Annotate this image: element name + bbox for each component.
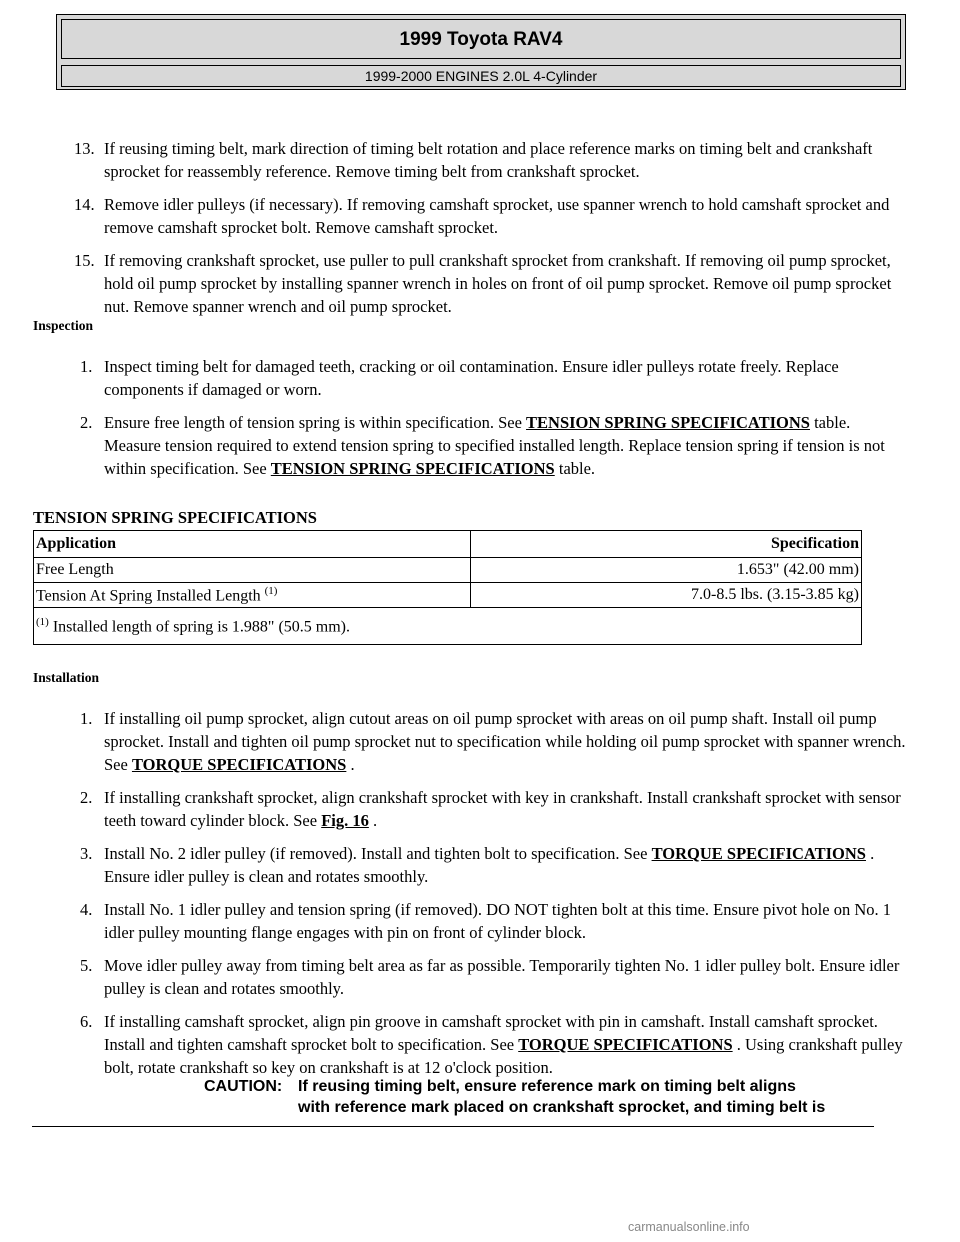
tension-spring-specs-link[interactable]: TENSION SPRING SPECIFICATIONS <box>526 413 810 432</box>
step-text: If installing crankshaft sprocket, align crankshaft sprocket with key in crankshaft. Install crankshaft sprocket with sensor teeth toward cylinder block. See <box>104 788 901 830</box>
step-number: 15. <box>74 251 95 270</box>
step-text: Inspect timing belt for damaged teeth, cracking or oil contamination. Ensure idler pulleys rotate freely. Replace components if damaged or worn. <box>104 357 839 399</box>
list-item <box>80 411 910 480</box>
divider <box>32 1126 874 1127</box>
table-cell: 7.0-8.5 lbs. (3.15-3.85 kg) <box>471 583 862 608</box>
step-number: 4. <box>80 900 93 919</box>
header-title: 1999 Toyota RAV4 <box>61 19 901 59</box>
column-header-specification: Specification <box>471 531 862 558</box>
caution-note <box>204 1076 825 1118</box>
application-text: Free Length <box>36 561 114 578</box>
step-text: Move idler pulley away from timing belt area as far as possible. Temporarily tighten No. 1 idler pulley bolt. Ensure idler pulley is clean and rotates smoothly. <box>104 956 900 998</box>
torque-specs-link[interactable]: TORQUE SPECIFICATIONS <box>131 755 347 774</box>
list-item <box>74 193 904 239</box>
fig-16-link[interactable]: Fig. 16 <box>321 811 369 830</box>
caution-label: CAUTION: <box>204 1078 283 1095</box>
table-footnote-row <box>34 608 862 645</box>
footnote-mark: (1) <box>36 615 49 628</box>
tension-spring-specs-link[interactable]: TENSION SPRING SPECIFICATIONS <box>270 459 555 478</box>
table-row <box>34 583 862 608</box>
installation-heading: Installation <box>33 670 100 685</box>
step-number: 14. <box>74 195 95 214</box>
inspection-steps-list <box>80 355 910 490</box>
table-cell <box>34 558 471 583</box>
caution-text: with reference mark placed on crankshaft sprocket, and timing belt is <box>298 1099 826 1116</box>
table-cell: 1.653" (42.00 mm) <box>471 558 862 583</box>
step-text: . Using crankshaft pulley bolt, rotate crankshaft so key on crankshaft is at 12 o'clock position. <box>104 1035 903 1077</box>
step-text: If installing camshaft sprocket, align pin groove in camshaft sprocket with pin in camshaft. Install camshaft sprocket. Install and tighten camshaft sprocket bolt to specification. See <box>104 1012 878 1054</box>
step-number: 1. <box>80 357 93 376</box>
step-text: . <box>346 755 355 774</box>
list-item <box>80 842 910 888</box>
torque-specs-link[interactable]: TORQUE SPECIFICATIONS <box>651 844 866 863</box>
inspection-heading: Inspection <box>33 318 94 333</box>
step-number: 3. <box>80 844 93 863</box>
header-subtitle: 1999-2000 ENGINES 2.0L 4-Cylinder <box>61 65 901 87</box>
step-text: Remove idler pulleys (if necessary). If removing camshaft sprocket, use spanner wrench to hold camshaft sprocket and remove camshaft sprocket bolt. Remove camshaft sprocket. <box>104 195 890 237</box>
footnote-reference: (1) <box>264 584 278 597</box>
step-text: Ensure free length of tension spring is within specification. See <box>104 413 527 432</box>
table-row <box>34 558 862 583</box>
installation-steps-list <box>80 707 910 1089</box>
list-item <box>74 249 904 318</box>
step-number: 2. <box>80 413 93 432</box>
watermark: carmanualsonline.info <box>628 1220 750 1234</box>
step-text: table. Measure tension required to extend tension spring to specified installed length. Replace tension spring if tension is not within specification. See <box>104 413 885 478</box>
torque-specs-link[interactable]: TORQUE SPECIFICATIONS <box>518 1035 733 1054</box>
step-number: 1. <box>80 709 93 728</box>
column-header-application: Application <box>34 531 471 558</box>
step-text: Install No. 1 idler pulley and tension spring (if removed). DO NOT tighten bolt at this time. Ensure pivot hole on No. 1 idler pulley mounting flange engages with pin on front of cylinder block. <box>104 900 891 942</box>
step-number: 5. <box>80 956 93 975</box>
list-item <box>80 707 910 776</box>
tension-spring-spec-table <box>33 530 862 645</box>
step-text: table. <box>554 459 596 478</box>
list-item <box>80 786 910 832</box>
table-header-row <box>34 531 862 558</box>
footnote-text: Installed length of spring is 1.988" (50.5 mm). <box>48 618 350 636</box>
step-number: 2. <box>80 788 93 807</box>
list-item <box>80 1010 910 1079</box>
list-item <box>80 355 910 401</box>
caution-text: If reusing timing belt, ensure reference mark on timing belt aligns <box>298 1078 796 1095</box>
step-number: 6. <box>80 1012 93 1031</box>
step-text: If removing crankshaft sprocket, use puller to pull crankshaft sprocket from crankshaft. If removing oil pump sprocket, hold oil pump sprocket by installing spanner wrench in holes on front of oil pump sprocket. Remove oil pump sprocket nut. Remove spanner wrench and oil pump sprocket. <box>104 251 892 316</box>
step-text: . <box>368 811 378 830</box>
application-text: Tension At Spring Installed Length <box>36 587 265 605</box>
step-text: . Ensure idler pulley is clean and rotates smoothly. <box>104 844 875 886</box>
step-text: If installing oil pump sprocket, align cutout areas on oil pump sprocket with areas on oil pump shaft. Install oil pump sprocket. Install and tighten oil pump sprocket nut to specification while holding oil pump sprocket with spanner wrench. See <box>104 709 906 774</box>
list-item <box>74 137 904 183</box>
table-footnote <box>34 608 862 645</box>
list-item <box>80 954 910 1000</box>
step-number: 13. <box>74 139 95 158</box>
step-text: Install No. 2 idler pulley (if removed). Install and tighten bolt to specification. See <box>104 844 652 863</box>
step-text: If reusing timing belt, mark direction of timing belt rotation and place reference marks on timing belt and crankshaft sprocket for reassembly reference. Remove timing belt from crankshaft sprocket. <box>104 139 873 181</box>
page-header <box>56 14 906 90</box>
removal-steps-list <box>74 137 904 328</box>
list-item <box>80 898 910 944</box>
spec-table-title: TENSION SPRING SPECIFICATIONS <box>33 508 317 527</box>
table-cell <box>34 583 471 608</box>
